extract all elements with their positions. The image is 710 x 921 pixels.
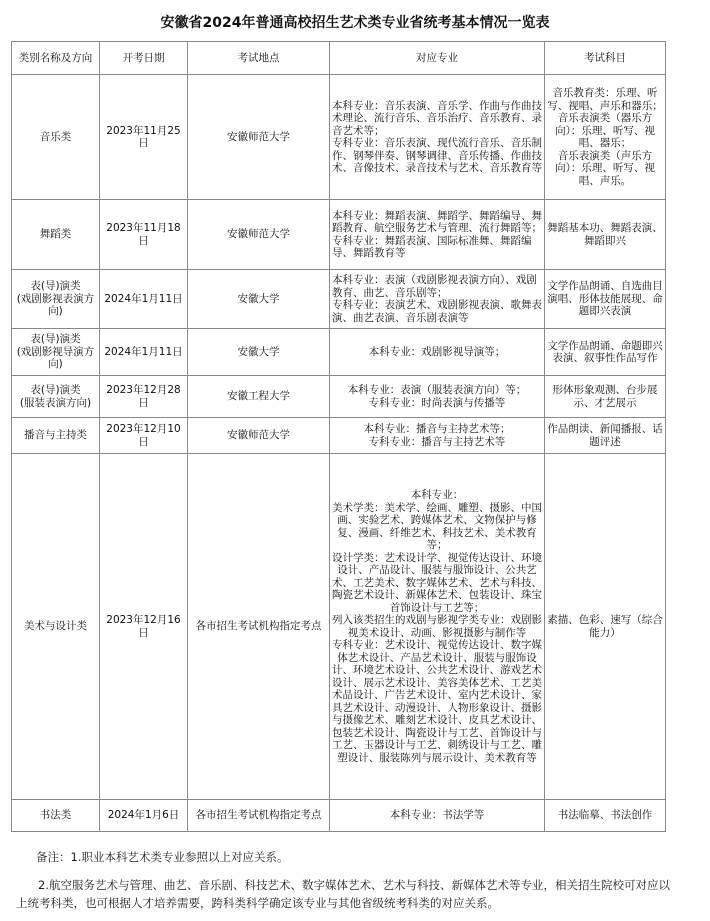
row-date: 2023年11月18日 <box>100 200 188 270</box>
table-row <box>12 454 666 800</box>
row-date: 2024年1月11日 <box>100 329 188 376</box>
row-majors: 本科专业：播音与主持艺术等； 专科专业：播音与主持艺术等 <box>330 418 545 454</box>
row-subjects: 舞蹈基本功、舞蹈表演、舞蹈即兴 <box>545 200 666 270</box>
category-sublabel: (戏剧影视表演方向) <box>16 292 95 318</box>
row-subjects: 形体形象观测、台步展示、才艺展示 <box>545 376 666 418</box>
header-date: 开考日期 <box>100 42 188 75</box>
row-date: 2024年1月11日 <box>100 270 188 329</box>
row-majors: 本科专业： 美术学类：美术学、绘画、雕塑、摄影、中国画、实验艺术、跨媒体艺术、文物保护与修复、漫画、纤维艺术、科技艺术、美术教育等； 设计学类：艺术设计学、视觉传达设计、环境设计、产品设计、服装与服饰设计、公共艺术、工艺美术、数字媒体艺术、艺术与科技、陶瓷艺术设计、新媒体艺术、包装设计、珠宝首饰设计与工艺等； 列入该类招生的戏剧与影视学类专业：戏剧影视美术设计、动画、影视摄影与制作等 专科专业：艺术设计、视觉传达设计、数字媒体艺术设计、产品艺术设计、服装与服饰设计、环境艺术设计、公共艺术设计、游戏艺术设计、展示艺术设计、美容美体艺术、工艺美术品设计、广告艺术设计、室内艺术设计、家具艺术设计、动漫设计、人物形象设计、摄影与摄像艺术、雕刻艺术设计、皮具艺术设计、包装艺术设计、陶瓷设计与工艺、首饰设计与工艺、玉器设计与工艺、刺绣设计与工艺、雕塑设计、服装陈列与展示设计、美术教育等 <box>330 454 545 800</box>
note-1: 备注：1.职业本科艺术类专业参照以上对应关系。 <box>36 850 289 864</box>
category-label: 表(导)演类 <box>30 384 81 396</box>
row-category <box>12 329 100 376</box>
row-location: 安徽工程大学 <box>188 376 330 418</box>
row-date: 2023年12月16日 <box>100 454 188 800</box>
header-category: 类别名称及方向 <box>12 42 100 75</box>
table-row <box>12 270 666 329</box>
table-row <box>12 800 666 832</box>
row-subjects: 音乐教育类：乐理、听写、视唱、声乐和器乐； 音乐表演类（器乐方向）：乐理、听写、视唱、器乐； 音乐表演类（声乐方向）：乐理、听写、视唱、声乐。 <box>545 75 666 200</box>
category-sublabel: (服装表演方向) <box>19 396 92 409</box>
row-majors: 本科专业：表演（服装表演方向）等； 专科专业：时尚表演与传播等 <box>330 376 545 418</box>
row-category <box>12 200 100 270</box>
category-label: 音乐类 <box>39 130 72 143</box>
category-label: 舞蹈类 <box>39 228 72 241</box>
document-title: 安徽省2024年普通高校招生艺术类专业省统考基本情况一览表 <box>160 15 550 31</box>
row-category <box>12 376 100 418</box>
row-subjects: 文学作品朗诵、命题即兴表演、叙事性作品写作 <box>545 329 666 376</box>
row-location: 安徽大学 <box>188 329 330 376</box>
row-majors: 本科专业：音乐表演、音乐学、作曲与作曲技术理论、流行音乐、音乐治疗、音乐教育、录音艺术等； 专科专业：音乐表演、现代流行音乐、音乐制作、钢琴伴奏、钢琴调律、音乐传播、作曲技术、音像技术、录音技术与艺术、音乐教育等 <box>330 75 545 200</box>
row-category <box>12 418 100 454</box>
row-majors: 本科专业：书法学等 <box>330 800 545 832</box>
row-location: 各市招生考试机构指定考点 <box>188 454 330 800</box>
table-row <box>12 329 666 376</box>
row-location: 安徽大学 <box>188 270 330 329</box>
row-subjects: 作品朗读、新闻播报、话题评述 <box>545 418 666 454</box>
row-majors: 本科专业：舞蹈表演、舞蹈学、舞蹈编导、舞蹈教育、航空服务艺术与管理、流行舞蹈等； 专科专业：舞蹈表演、国际标准舞、舞蹈编导、舞蹈教育等 <box>330 200 545 270</box>
row-date: 2024年1月6日 <box>100 800 188 832</box>
category-label: 美术与设计类 <box>24 620 87 633</box>
row-date: 2023年12月28日 <box>100 376 188 418</box>
header-subjects: 考试科目 <box>545 42 666 75</box>
table-row <box>12 418 666 454</box>
row-date: 2023年12月10日 <box>100 418 188 454</box>
row-location: 安徽师范大学 <box>188 75 330 200</box>
row-subjects: 素描、色彩、速写（综合能力） <box>545 454 666 800</box>
header-location: 考试地点 <box>188 42 330 75</box>
row-date: 2023年11月25日 <box>100 75 188 200</box>
table-row <box>12 376 666 418</box>
row-subjects: 文学作品朗诵、自选曲目演唱、形体技能展现、命题即兴表演 <box>545 270 666 329</box>
category-label: 表(导)演类 <box>30 333 81 346</box>
row-category <box>12 454 100 800</box>
row-majors: 本科专业：戏剧影视导演等； <box>330 329 545 376</box>
row-location: 各市招生考试机构指定考点 <box>188 800 330 832</box>
category-label: 书法类 <box>39 809 72 822</box>
row-category <box>12 800 100 832</box>
table-row <box>12 75 666 200</box>
row-category <box>12 75 100 200</box>
header-majors: 对应专业 <box>330 42 545 75</box>
note-2: 2.航空服务艺术与管理、曲艺、音乐剧、科技艺术、数字媒体艺术、艺术与科技、新媒体艺术等专业，相关招生院校可对应以上统考科类，也可根据人才培养需要，跨科类科学确定该专业与其他省级统考科类的对应关系。 <box>16 878 670 910</box>
category-label: 播音与主持类 <box>24 429 87 442</box>
row-subjects: 书法临摹、书法创作 <box>545 800 666 832</box>
category-sublabel: (戏剧影视导演方向) <box>16 345 95 371</box>
row-majors: 本科专业：表演（戏剧影视表演方向）、戏剧教育、曲艺、音乐剧等； 专科专业：表演艺术、戏剧影视表演、歌舞表演、曲艺表演、音乐剧表演等 <box>330 270 545 329</box>
category-label: 表(导)演类 <box>30 280 81 293</box>
row-location: 安徽师范大学 <box>188 200 330 270</box>
row-location: 安徽师范大学 <box>188 418 330 454</box>
exam-table <box>11 41 666 832</box>
table-row <box>12 200 666 270</box>
table-header-row <box>12 42 666 75</box>
row-category <box>12 270 100 329</box>
